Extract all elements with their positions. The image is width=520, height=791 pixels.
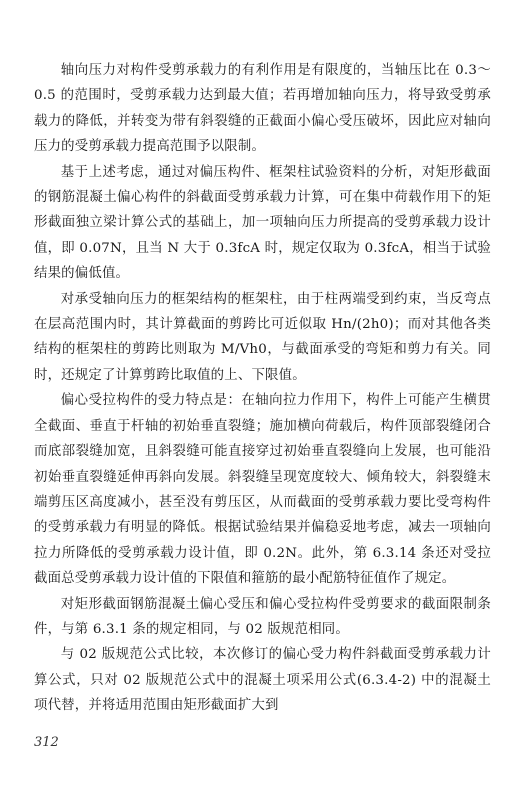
document-body: [34, 58, 491, 719]
paragraph-eccentric-tension: 偏心受拉构件的受力特点是：在轴向拉力作用下，构件上可能产生横贯全截面、垂直于杆轴的初始垂直裂缝；施加横向荷载后，构件顶部裂缝闭合而底部裂缝加宽，且斜裂缝可能直接穿过初始垂直裂缝向上发展，也可能沿初始垂直裂缝延伸再斜向发展。斜裂缝呈现宽度较大、倾角较大，斜裂缝末端剪压区高度减小，甚至没有剪压区，从而截面的受剪承载力要比受弯构件的受剪承载力有明显的降低。根据试验结果并偏稳妥地考虑，减去一项轴向拉力所降低的受剪承载力设计值，即 0.2N。此外，第 6.3.14 条还对受拉截面总受剪承载力设计值的下限值和箍筋的最小配筋特征值作了规定。: [34, 393, 491, 587]
paragraph-axial-compression-limit: 轴向压力对构件受剪承载力的有利作用是有限度的，当轴压比在 0.3～0.5 的范围时，受剪承载力达到最大值；若再增加轴向压力，将导致受剪承载力的降低，并转变为带有斜裂缝的正截面小偏心受压破坏，因此应对轴向压力的受剪承载力提高范围予以限制。: [34, 63, 491, 155]
paragraph-frame-column-shear-span: 对承受轴向压力的框架结构的框架柱，由于柱两端受到约束，当反弯点在层高范围内时，其计算截面的剪跨比可近似取 Hn/(2h0)；而对其他各类结构的框架柱的剪跨比则取为 M/Vh0，与截面承受的弯矩和剪力有关。同时，还规定了计算剪跨比取值的上、下限值。: [34, 291, 491, 383]
page-number: 312: [34, 735, 59, 750]
paragraph-eccentric-compression-formula: 基于上述考虑，通过对偏压构件、框架柱试验资料的分析，对矩形截面的钢筋混凝土偏心构件的斜截面受剪承载力计算，可在集中荷载作用下的矩形截面独立梁计算公式的基础上，加一项轴向压力所提高的受剪承载力设计值，即 0.07N，且当 N 大于 0.3fcA 时，规定仅取为 0.3fcA，相当于试验结果的偏低值。: [34, 164, 491, 282]
paragraph-revision-comparison: 与 02 版规范公式比较，本次修订的偏心受力构件斜截面受剪承载力计算公式，只对 02 版规范公式中的混凝土项采用公式(6.3.4-2) 中的混凝土项代替，并将适用范围由矩形截面扩大到: [34, 647, 491, 714]
paragraph-section-limit: 对矩形截面钢筋混凝土偏心受压和偏心受拉构件受剪要求的截面限制条件，与第 6.3.1 条的规定相同，与 02 版规范相同。: [34, 596, 491, 637]
